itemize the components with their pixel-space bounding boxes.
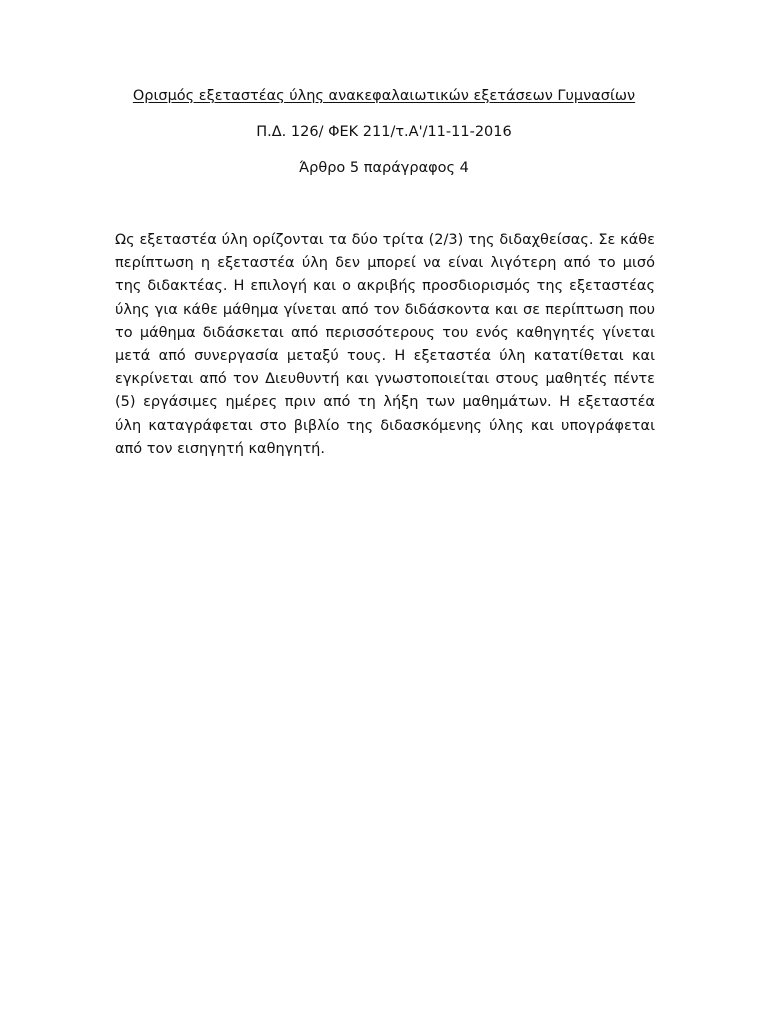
document-body-paragraph: Ως εξεταστέα ύλη ορίζονται τα δύο τρίτα (2/3) της διδαχθείσας. Σε κάθε περίπτωση η εξεταστέα ύλη δεν μπορεί να είναι λιγότερη από το μισό της διδακτέας. Η επιλογή και ο ακριβής προσδιορισμός της εξεταστέας ύλης για κάθε μάθημα γίνεται από τον διδάσκοντα και σε περίπτωση που το μάθημα διδάσκεται από περισσότερους του ενός καθηγητές γίνεται μετά από συνεργασία μεταξύ τους. Η εξεταστέα ύλη κατατίθεται και εγκρίνεται από τον Διευθυντή και γνωστοποιείται στους μαθητές πέντε (5) εργάσιμες ημέρες πριν από τη λήξη των μαθημάτων. Η εξεταστέα ύλη καταγράφεται στο βιβλίο της διδασκόμενης ύλης και υπογράφεται από τον εισηγητή καθηγητή. bbox=[115, 232, 655, 457]
document-title: Ορισμός εξεταστέας ύλης ανακεφαλαιωτικών εξετάσεων Γυμνασίων bbox=[132, 88, 636, 104]
document-article: Άρθρο 5 παράγραφος 4 bbox=[299, 160, 469, 176]
document-reference: Π.Δ. 126/ ΦΕΚ 211/τ.Α'/11-11-2016 bbox=[256, 124, 512, 140]
